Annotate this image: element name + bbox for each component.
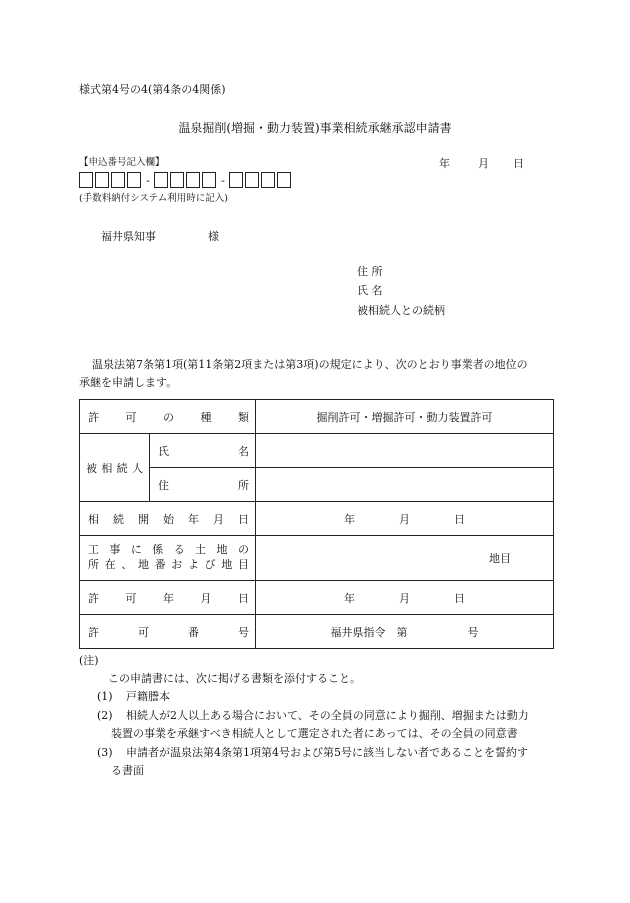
start-date-label: 相 続 開 始 年 月 日 <box>80 502 256 536</box>
permit-date-label: 許 可 年 月 日 <box>80 581 256 615</box>
land-label: 工 事 に 係 る 土 地 の 所 在 、 地 番 お よ び 地 目 <box>80 536 256 581</box>
application-table <box>79 399 554 649</box>
digit-box[interactable] <box>95 172 109 188</box>
addressee-name: 福井県知事 <box>101 230 156 243</box>
note-item-number: (1) <box>97 690 113 703</box>
body-text-line-1: 温泉法第7条第1項(第11条第2項または第3項)の規定により、次のとおり事業者の地位の <box>92 358 528 371</box>
notes-heading: (注) <box>79 654 99 667</box>
permit-type-row <box>80 400 554 434</box>
decedent-address-row <box>80 468 554 502</box>
digit-box[interactable] <box>170 172 184 188</box>
permit-date-row <box>80 581 554 615</box>
decedent-label: 被 相 続 人 <box>80 434 150 502</box>
separator: - <box>221 173 225 187</box>
separator: - <box>146 173 150 187</box>
permit-number-label: 許 可 番 号 <box>80 615 256 649</box>
decedent-name-field[interactable] <box>256 434 554 468</box>
digit-box[interactable] <box>245 172 259 188</box>
digit-box[interactable] <box>111 172 125 188</box>
date-year: 年 <box>439 157 450 170</box>
note-item-text: 戸籍謄本 <box>126 690 170 703</box>
digit-box[interactable] <box>186 172 200 188</box>
start-date-row <box>80 502 554 536</box>
digit-box[interactable] <box>229 172 243 188</box>
permit-number-suffix: 号 <box>467 625 479 639</box>
digit-box[interactable] <box>277 172 291 188</box>
land-category-label: 地目 <box>489 552 511 565</box>
permit-number-prefix: 福井県指令 第 <box>330 625 408 639</box>
permit-date-field[interactable]: 年 月 日 <box>256 581 554 615</box>
land-field[interactable] <box>256 536 554 581</box>
note-item-number: (2) <box>97 709 113 722</box>
permit-number-field[interactable] <box>256 615 554 649</box>
digit-box[interactable] <box>127 172 141 188</box>
application-number-boxes[interactable] <box>79 171 293 189</box>
permit-type-label: 許 可 の 種 類 <box>80 400 256 434</box>
note-item-text-continued: る書面 <box>111 764 144 777</box>
land-row <box>80 536 554 581</box>
applicant-address-label: 住 所 <box>357 265 383 278</box>
applicant-name-label: 氏 名 <box>357 284 383 297</box>
note-item-text: 申請者が温泉法第4条第1項第4号および第5号に該当しない者であることを誓約す <box>126 746 528 759</box>
start-date-field[interactable]: 年 月 日 <box>256 502 554 536</box>
note-item-text-continued: 装置の事業を承継すべき相続人として選定された者にあっては、その全員の同意書 <box>111 727 518 740</box>
date-month: 月 <box>478 157 489 170</box>
decedent-address-label: 住 所 <box>150 468 256 502</box>
permit-type-value[interactable]: 掘削許可・増掘許可・動力装置許可 <box>256 400 554 434</box>
digit-box[interactable] <box>261 172 275 188</box>
permit-number-row <box>80 615 554 649</box>
notes-intro: この申請書には、次に掲げる書類を添付すること。 <box>108 672 361 685</box>
decedent-name-row <box>80 434 554 468</box>
application-number-label: 【申込番号記入欄】 <box>79 157 165 168</box>
date-day: 日 <box>513 157 524 170</box>
decedent-name-label: 氏 名 <box>150 434 256 468</box>
application-number-note: (手数料納付システム利用時に記入) <box>79 193 228 204</box>
note-item-text: 相続人が2人以上ある場合において、その全員の同意により掘削、増掘または動力 <box>126 709 529 722</box>
digit-box[interactable] <box>202 172 216 188</box>
decedent-address-field[interactable] <box>256 468 554 502</box>
form-number: 様式第4号の4(第4条の4関係) <box>79 83 226 96</box>
addressee-honorific: 様 <box>208 230 219 243</box>
digit-box[interactable] <box>154 172 168 188</box>
note-item-number: (3) <box>97 746 113 759</box>
document-title: 温泉掘削(増掘・動力装置)事業相続承継承認申請書 <box>178 121 452 135</box>
digit-box[interactable] <box>79 172 93 188</box>
applicant-relation-label: 被相続人との続柄 <box>357 304 445 317</box>
body-text-line-2: 承継を申請します。 <box>79 376 178 389</box>
